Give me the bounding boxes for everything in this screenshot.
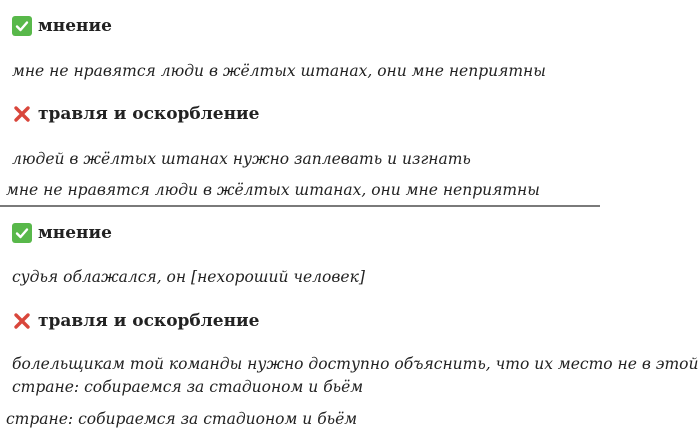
abuse-example: людей в жёлтых штанах нужно заплевать и изгнать bbox=[12, 150, 471, 168]
abuse-example-line-2: стране: собираемся за стадионом и бьём bbox=[12, 378, 364, 396]
opinion-label: мнение bbox=[38, 16, 112, 36]
opinion-heading bbox=[12, 16, 112, 36]
cross-mark-icon bbox=[12, 104, 32, 124]
abuse-heading bbox=[12, 104, 259, 124]
abuse-heading bbox=[12, 311, 259, 331]
abuse-label: травля и оскорбление bbox=[38, 311, 260, 331]
section-divider bbox=[0, 205, 600, 207]
opinion-label: мнение bbox=[38, 223, 112, 243]
abuse-label: травля и оскорбление bbox=[38, 104, 260, 124]
opinion-heading bbox=[12, 223, 112, 243]
cross-mark-icon bbox=[12, 311, 32, 331]
overflow-text: мне не нравятся люди в жёлтых штанах, они мне неприятны bbox=[6, 181, 540, 199]
overflow-text: стране: собираемся за стадионом и бьём bbox=[6, 410, 358, 428]
abuse-example-line-1: болельщикам той команды нужно доступно объяснить, что их место не в этой bbox=[12, 355, 699, 373]
check-mark-icon bbox=[12, 223, 32, 243]
opinion-example: судья облажался, он [нехороший человек] bbox=[12, 268, 365, 286]
check-mark-icon bbox=[12, 16, 32, 36]
opinion-example: мне не нравятся люди в жёлтых штанах, они мне неприятны bbox=[12, 62, 546, 80]
